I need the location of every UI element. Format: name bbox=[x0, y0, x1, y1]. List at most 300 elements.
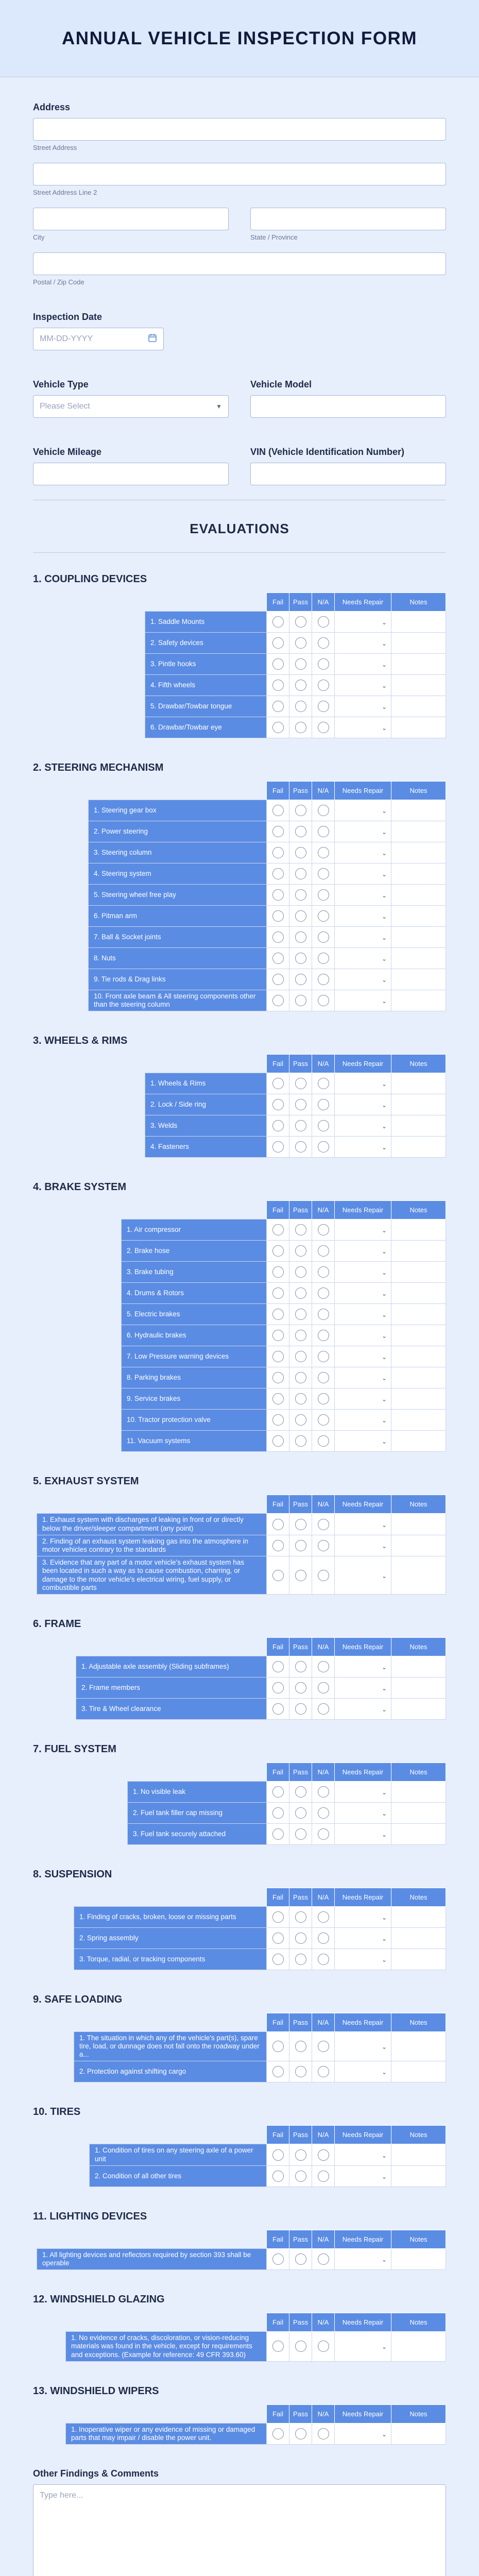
needs-repair-select[interactable] bbox=[335, 1094, 391, 1115]
radio-button[interactable] bbox=[295, 616, 306, 628]
needs-repair-select[interactable] bbox=[335, 1431, 391, 1452]
needs-repair-select[interactable] bbox=[335, 1698, 391, 1719]
radio-button[interactable] bbox=[295, 2171, 306, 2182]
radio-button[interactable] bbox=[295, 910, 306, 922]
radio-button[interactable] bbox=[318, 1570, 329, 1581]
needs-repair-select[interactable] bbox=[335, 1802, 391, 1823]
radio-button[interactable] bbox=[272, 1393, 284, 1404]
radio-button[interactable] bbox=[318, 910, 329, 922]
form-body bbox=[0, 77, 479, 2576]
radio-button[interactable] bbox=[272, 953, 284, 964]
radio-cell bbox=[289, 821, 312, 842]
radio-button[interactable] bbox=[295, 1287, 306, 1299]
radio-button[interactable] bbox=[272, 1351, 284, 1362]
radio-button[interactable] bbox=[295, 2149, 306, 2161]
radio-button[interactable] bbox=[318, 2253, 329, 2265]
needs-repair-select[interactable] bbox=[335, 1262, 391, 1283]
needs-repair-select[interactable] bbox=[335, 2031, 391, 2061]
notes-input[interactable] bbox=[391, 633, 446, 654]
radio-button[interactable] bbox=[295, 995, 306, 1006]
radio-button[interactable] bbox=[272, 1245, 284, 1257]
radio-button[interactable] bbox=[318, 1393, 329, 1404]
radio-button[interactable] bbox=[272, 889, 284, 901]
notes-input[interactable] bbox=[391, 1262, 446, 1283]
radio-button[interactable] bbox=[272, 1435, 284, 1447]
radio-button[interactable] bbox=[295, 2428, 306, 2439]
radio-button[interactable] bbox=[295, 1682, 306, 1693]
notes-input[interactable] bbox=[391, 1115, 446, 1137]
radio-button[interactable] bbox=[272, 616, 284, 628]
radio-button[interactable] bbox=[318, 1540, 329, 1551]
needs-repair-select[interactable] bbox=[335, 2144, 391, 2165]
needs-repair-select[interactable] bbox=[335, 1304, 391, 1325]
radio-button[interactable] bbox=[295, 1911, 306, 1923]
notes-input[interactable] bbox=[391, 1241, 446, 1262]
radio-button[interactable] bbox=[295, 1570, 306, 1581]
evaluation-matrix bbox=[145, 1054, 446, 1158]
column-header: N/A bbox=[312, 2404, 335, 2423]
radio-button[interactable] bbox=[295, 1540, 306, 1551]
chevron-down-icon: ⌄ bbox=[381, 1956, 387, 1963]
radio-button[interactable] bbox=[318, 1661, 329, 1672]
radio-cell bbox=[289, 800, 312, 821]
notes-input[interactable] bbox=[391, 2031, 446, 2061]
needs-repair-select[interactable] bbox=[335, 1367, 391, 1388]
needs-repair-select[interactable] bbox=[335, 1219, 391, 1241]
radio-button[interactable] bbox=[272, 1141, 284, 1153]
notes-input[interactable] bbox=[391, 885, 446, 906]
radio-button[interactable] bbox=[318, 1786, 329, 1798]
radio-button[interactable] bbox=[318, 1224, 329, 1235]
radio-button[interactable] bbox=[272, 1287, 284, 1299]
findings-textarea[interactable] bbox=[33, 2484, 446, 2576]
radio-button[interactable] bbox=[318, 1351, 329, 1362]
notes-input[interactable] bbox=[391, 1556, 446, 1595]
notes-input[interactable] bbox=[391, 1094, 446, 1115]
notes-input[interactable] bbox=[391, 1535, 446, 1556]
radio-button[interactable] bbox=[272, 1682, 284, 1693]
needs-repair-select[interactable] bbox=[335, 927, 391, 948]
radio-button[interactable] bbox=[295, 722, 306, 733]
radio-button[interactable] bbox=[295, 658, 306, 670]
radio-button[interactable] bbox=[272, 1078, 284, 1089]
notes-input[interactable] bbox=[391, 654, 446, 675]
radio-button[interactable] bbox=[318, 1309, 329, 1320]
radio-button[interactable] bbox=[295, 1703, 306, 1715]
notes-input[interactable] bbox=[391, 1346, 446, 1367]
radio-button[interactable] bbox=[272, 868, 284, 879]
radio-button[interactable] bbox=[295, 1245, 306, 1257]
radio-button[interactable] bbox=[318, 1703, 329, 1715]
radio-button[interactable] bbox=[295, 1099, 306, 1110]
radio-button[interactable] bbox=[318, 805, 329, 816]
vin-input[interactable] bbox=[250, 463, 446, 485]
radio-button[interactable] bbox=[295, 953, 306, 964]
needs-repair-select[interactable] bbox=[335, 612, 391, 633]
radio-button[interactable] bbox=[272, 2341, 284, 2352]
radio-button[interactable] bbox=[272, 637, 284, 649]
needs-repair-select[interactable] bbox=[335, 1283, 391, 1304]
vehicle-mileage-input[interactable] bbox=[33, 463, 229, 485]
radio-cell bbox=[267, 1137, 289, 1158]
needs-repair-select[interactable] bbox=[335, 1410, 391, 1431]
radio-button[interactable] bbox=[295, 1933, 306, 1944]
needs-repair-select[interactable] bbox=[335, 969, 391, 990]
radio-button[interactable] bbox=[272, 1661, 284, 1672]
needs-repair-select[interactable] bbox=[335, 1137, 391, 1158]
notes-input[interactable] bbox=[391, 1431, 446, 1452]
radio-button[interactable] bbox=[295, 1120, 306, 1131]
needs-repair-select[interactable] bbox=[335, 1388, 391, 1410]
radio-button[interactable] bbox=[318, 1682, 329, 1693]
radio-button[interactable] bbox=[272, 995, 284, 1006]
radio-button[interactable] bbox=[318, 1954, 329, 1965]
radio-button[interactable] bbox=[295, 637, 306, 649]
needs-repair-select[interactable] bbox=[335, 1556, 391, 1595]
radio-button[interactable] bbox=[295, 1078, 306, 1089]
row-label: 1. Condition of tires on any steering axle of a power unit bbox=[90, 2144, 267, 2165]
radio-button[interactable] bbox=[318, 931, 329, 943]
notes-input[interactable] bbox=[391, 842, 446, 863]
radio-button[interactable] bbox=[272, 701, 284, 712]
radio-button[interactable] bbox=[295, 1786, 306, 1798]
radio-button[interactable] bbox=[318, 1911, 329, 1923]
radio-button[interactable] bbox=[272, 2149, 284, 2161]
needs-repair-select[interactable] bbox=[335, 1346, 391, 1367]
needs-repair-select[interactable] bbox=[335, 1781, 391, 1802]
radio-button[interactable] bbox=[318, 1933, 329, 1944]
radio-button[interactable] bbox=[272, 2428, 284, 2439]
notes-input[interactable] bbox=[391, 1283, 446, 1304]
needs-repair-select[interactable] bbox=[335, 885, 391, 906]
radio-cell bbox=[267, 821, 289, 842]
radio-button[interactable] bbox=[272, 2041, 284, 2052]
notes-input[interactable] bbox=[391, 863, 446, 885]
radio-button[interactable] bbox=[272, 1414, 284, 1426]
radio-button[interactable] bbox=[295, 1393, 306, 1404]
radio-button[interactable] bbox=[318, 1828, 329, 1840]
radio-button[interactable] bbox=[318, 1330, 329, 1341]
radio-button[interactable] bbox=[318, 953, 329, 964]
radio-cell bbox=[289, 1115, 312, 1137]
column-header: Fail bbox=[267, 2313, 289, 2332]
radio-button[interactable] bbox=[318, 995, 329, 1006]
radio-button[interactable] bbox=[318, 1141, 329, 1153]
notes-input[interactable] bbox=[391, 948, 446, 969]
radio-cell bbox=[267, 1219, 289, 1241]
radio-button[interactable] bbox=[295, 2066, 306, 2077]
radio-button[interactable] bbox=[295, 1414, 306, 1426]
needs-repair-select[interactable] bbox=[335, 1677, 391, 1698]
radio-button[interactable] bbox=[272, 1807, 284, 1819]
notes-input[interactable] bbox=[391, 1367, 446, 1388]
radio-cell bbox=[312, 2423, 335, 2444]
notes-input[interactable] bbox=[391, 1802, 446, 1823]
needs-repair-select[interactable] bbox=[335, 1906, 391, 1927]
needs-repair-select[interactable] bbox=[335, 2423, 391, 2444]
radio-button[interactable] bbox=[295, 805, 306, 816]
notes-input[interactable] bbox=[391, 1073, 446, 1094]
notes-input[interactable] bbox=[391, 1219, 446, 1241]
city-input[interactable] bbox=[33, 208, 229, 230]
radio-button[interactable] bbox=[295, 868, 306, 879]
column-header: N/A bbox=[312, 2126, 335, 2144]
needs-repair-select[interactable] bbox=[335, 1073, 391, 1094]
notes-input[interactable] bbox=[391, 969, 446, 990]
radio-button[interactable] bbox=[318, 974, 329, 985]
notes-input[interactable] bbox=[391, 2165, 446, 2187]
radio-button[interactable] bbox=[272, 2253, 284, 2265]
radio-button[interactable] bbox=[318, 701, 329, 712]
notes-input[interactable] bbox=[391, 1325, 446, 1346]
notes-input[interactable] bbox=[391, 1781, 446, 1802]
radio-button[interactable] bbox=[318, 658, 329, 670]
notes-input[interactable] bbox=[391, 906, 446, 927]
radio-button[interactable] bbox=[295, 1266, 306, 1278]
radio-button[interactable] bbox=[295, 1141, 306, 1153]
radio-cell bbox=[312, 885, 335, 906]
radio-button[interactable] bbox=[295, 1435, 306, 1447]
radio-button[interactable] bbox=[295, 847, 306, 858]
needs-repair-select[interactable] bbox=[335, 1325, 391, 1346]
radio-cell bbox=[289, 1219, 312, 1241]
notes-input[interactable] bbox=[391, 1410, 446, 1431]
radio-button[interactable] bbox=[318, 1078, 329, 1089]
notes-input[interactable] bbox=[391, 1906, 446, 1927]
radio-button[interactable] bbox=[318, 722, 329, 733]
radio-cell bbox=[267, 948, 289, 969]
needs-repair-select[interactable] bbox=[335, 633, 391, 654]
section-title: 9. SAFE LOADING bbox=[33, 1993, 123, 2005]
state-input[interactable] bbox=[250, 208, 446, 230]
notes-input[interactable] bbox=[391, 2248, 446, 2269]
radio-button[interactable] bbox=[295, 1954, 306, 1965]
radio-button[interactable] bbox=[272, 1933, 284, 1944]
inspection-date-input[interactable] bbox=[33, 328, 164, 350]
notes-input[interactable] bbox=[391, 1388, 446, 1410]
radio-button[interactable] bbox=[272, 1372, 284, 1383]
needs-repair-select[interactable] bbox=[335, 1535, 391, 1556]
radio-button[interactable] bbox=[295, 889, 306, 901]
radio-button[interactable] bbox=[295, 680, 306, 691]
matrix-row bbox=[76, 1656, 446, 1677]
column-header: Needs Repair bbox=[335, 1495, 391, 1514]
radio-button[interactable] bbox=[272, 1954, 284, 1965]
radio-button[interactable] bbox=[318, 2341, 329, 2352]
radio-button[interactable] bbox=[318, 2149, 329, 2161]
notes-input[interactable] bbox=[391, 927, 446, 948]
radio-button[interactable] bbox=[295, 1519, 306, 1530]
radio-button[interactable] bbox=[295, 2253, 306, 2265]
radio-button[interactable] bbox=[272, 1224, 284, 1235]
radio-button[interactable] bbox=[318, 1519, 329, 1530]
radio-cell bbox=[289, 1137, 312, 1158]
radio-button[interactable] bbox=[272, 805, 284, 816]
radio-button[interactable] bbox=[272, 1911, 284, 1923]
needs-repair-select[interactable] bbox=[335, 990, 391, 1011]
needs-repair-select[interactable] bbox=[335, 842, 391, 863]
needs-repair-select[interactable] bbox=[335, 1927, 391, 1948]
needs-repair-select[interactable] bbox=[335, 1241, 391, 1262]
notes-input[interactable] bbox=[391, 1514, 446, 1535]
street-address-input[interactable] bbox=[33, 118, 446, 141]
radio-button[interactable] bbox=[318, 1099, 329, 1110]
calendar-icon[interactable] bbox=[148, 333, 157, 345]
section-title: 6. FRAME bbox=[33, 1618, 81, 1630]
radio-button[interactable] bbox=[318, 826, 329, 837]
radio-button[interactable] bbox=[295, 826, 306, 837]
radio-button[interactable] bbox=[272, 974, 284, 985]
radio-button[interactable] bbox=[295, 931, 306, 943]
needs-repair-select[interactable] bbox=[335, 821, 391, 842]
radio-button[interactable] bbox=[295, 1807, 306, 1819]
radio-button[interactable] bbox=[318, 847, 329, 858]
notes-input[interactable] bbox=[391, 1823, 446, 1844]
radio-cell bbox=[267, 1927, 289, 1948]
radio-cell bbox=[267, 863, 289, 885]
radio-button[interactable] bbox=[272, 1540, 284, 1551]
radio-button[interactable] bbox=[272, 1519, 284, 1530]
column-header: Notes bbox=[391, 2126, 446, 2144]
radio-button[interactable] bbox=[295, 701, 306, 712]
needs-repair-select[interactable] bbox=[335, 2248, 391, 2269]
radio-button[interactable] bbox=[318, 1245, 329, 1257]
radio-button[interactable] bbox=[272, 1330, 284, 1341]
column-header: Fail bbox=[267, 1201, 289, 1219]
vehicle-model-input[interactable] bbox=[250, 395, 446, 418]
row-label: 2. Condition of all other tires bbox=[90, 2165, 267, 2187]
radio-button[interactable] bbox=[272, 1309, 284, 1320]
radio-button[interactable] bbox=[272, 658, 284, 670]
zip-input[interactable] bbox=[33, 252, 446, 275]
radio-button[interactable] bbox=[318, 2171, 329, 2182]
radio-button[interactable] bbox=[272, 1703, 284, 1715]
radio-button[interactable] bbox=[272, 1099, 284, 1110]
radio-button[interactable] bbox=[318, 680, 329, 691]
radio-button[interactable] bbox=[318, 889, 329, 901]
radio-button[interactable] bbox=[318, 1287, 329, 1299]
notes-input[interactable] bbox=[391, 1698, 446, 1719]
radio-button[interactable] bbox=[318, 2066, 329, 2077]
radio-button[interactable] bbox=[295, 1351, 306, 1362]
radio-button[interactable] bbox=[318, 868, 329, 879]
radio-button[interactable] bbox=[318, 1807, 329, 1819]
chevron-down-icon: ▼ bbox=[216, 403, 222, 410]
matrix-row bbox=[122, 1219, 446, 1241]
notes-input[interactable] bbox=[391, 2332, 446, 2362]
needs-repair-select[interactable] bbox=[335, 2332, 391, 2362]
vehicle-type-select[interactable] bbox=[33, 395, 229, 418]
radio-button[interactable] bbox=[318, 1266, 329, 1278]
notes-input[interactable] bbox=[391, 2423, 446, 2444]
radio-button[interactable] bbox=[272, 2066, 284, 2077]
notes-input[interactable] bbox=[391, 1656, 446, 1677]
radio-button[interactable] bbox=[295, 1330, 306, 1341]
row-label: 1. Adjustable axle assembly (Sliding subframes) bbox=[76, 1656, 267, 1677]
notes-input[interactable] bbox=[391, 696, 446, 717]
notes-input[interactable] bbox=[391, 2144, 446, 2165]
notes-input[interactable] bbox=[391, 612, 446, 633]
needs-repair-select[interactable] bbox=[335, 1656, 391, 1677]
radio-button[interactable] bbox=[272, 931, 284, 943]
evaluation-matrix bbox=[74, 1888, 446, 1970]
notes-input[interactable] bbox=[391, 717, 446, 738]
matrix-row bbox=[66, 2332, 446, 2362]
radio-button[interactable] bbox=[318, 1435, 329, 1447]
radio-button[interactable] bbox=[272, 2171, 284, 2182]
needs-repair-select[interactable] bbox=[335, 696, 391, 717]
radio-button[interactable] bbox=[295, 1224, 306, 1235]
radio-button[interactable] bbox=[272, 680, 284, 691]
needs-repair-select[interactable] bbox=[335, 1823, 391, 1844]
needs-repair-select[interactable] bbox=[335, 675, 391, 696]
radio-cell bbox=[267, 1304, 289, 1325]
notes-input[interactable] bbox=[391, 2061, 446, 2082]
notes-input[interactable] bbox=[391, 1677, 446, 1698]
radio-button[interactable] bbox=[295, 1661, 306, 1672]
radio-button[interactable] bbox=[272, 847, 284, 858]
needs-repair-select[interactable] bbox=[335, 800, 391, 821]
radio-button[interactable] bbox=[318, 2041, 329, 2052]
radio-button[interactable] bbox=[318, 637, 329, 649]
notes-input[interactable] bbox=[391, 1137, 446, 1158]
needs-repair-select[interactable] bbox=[335, 863, 391, 885]
radio-button[interactable] bbox=[295, 1828, 306, 1840]
radio-button[interactable] bbox=[318, 1120, 329, 1131]
radio-button[interactable] bbox=[318, 1414, 329, 1426]
radio-button[interactable] bbox=[318, 2428, 329, 2439]
radio-button[interactable] bbox=[318, 1372, 329, 1383]
needs-repair-select[interactable] bbox=[335, 654, 391, 675]
needs-repair-select[interactable] bbox=[335, 948, 391, 969]
radio-button[interactable] bbox=[295, 974, 306, 985]
street-address-2-input[interactable] bbox=[33, 163, 446, 185]
zip-sub: Postal / Zip Code bbox=[33, 278, 84, 286]
needs-repair-select[interactable] bbox=[335, 906, 391, 927]
radio-button[interactable] bbox=[272, 1120, 284, 1131]
needs-repair-select[interactable] bbox=[335, 1115, 391, 1137]
needs-repair-select[interactable] bbox=[335, 2061, 391, 2082]
notes-input[interactable] bbox=[391, 1948, 446, 1970]
notes-input[interactable] bbox=[391, 1927, 446, 1948]
radio-button[interactable] bbox=[272, 1570, 284, 1581]
radio-button[interactable] bbox=[272, 826, 284, 837]
notes-input[interactable] bbox=[391, 990, 446, 1011]
notes-input[interactable] bbox=[391, 821, 446, 842]
notes-input[interactable] bbox=[391, 800, 446, 821]
column-header: Pass bbox=[289, 1495, 312, 1514]
column-header: Notes bbox=[391, 782, 446, 800]
radio-cell bbox=[267, 2031, 289, 2061]
radio-button[interactable] bbox=[295, 2041, 306, 2052]
notes-input[interactable] bbox=[391, 675, 446, 696]
radio-button[interactable] bbox=[272, 1828, 284, 1840]
radio-button[interactable] bbox=[272, 910, 284, 922]
radio-button[interactable] bbox=[295, 1309, 306, 1320]
radio-button[interactable] bbox=[295, 1372, 306, 1383]
radio-button[interactable] bbox=[272, 722, 284, 733]
radio-cell bbox=[312, 1535, 335, 1556]
needs-repair-select[interactable] bbox=[335, 1514, 391, 1535]
radio-button[interactable] bbox=[295, 2341, 306, 2352]
needs-repair-select[interactable] bbox=[335, 717, 391, 738]
notes-input[interactable] bbox=[391, 1304, 446, 1325]
radio-button[interactable] bbox=[272, 1786, 284, 1798]
needs-repair-select[interactable] bbox=[335, 2165, 391, 2187]
radio-button[interactable] bbox=[272, 1266, 284, 1278]
radio-button[interactable] bbox=[318, 616, 329, 628]
needs-repair-select[interactable] bbox=[335, 1948, 391, 1970]
